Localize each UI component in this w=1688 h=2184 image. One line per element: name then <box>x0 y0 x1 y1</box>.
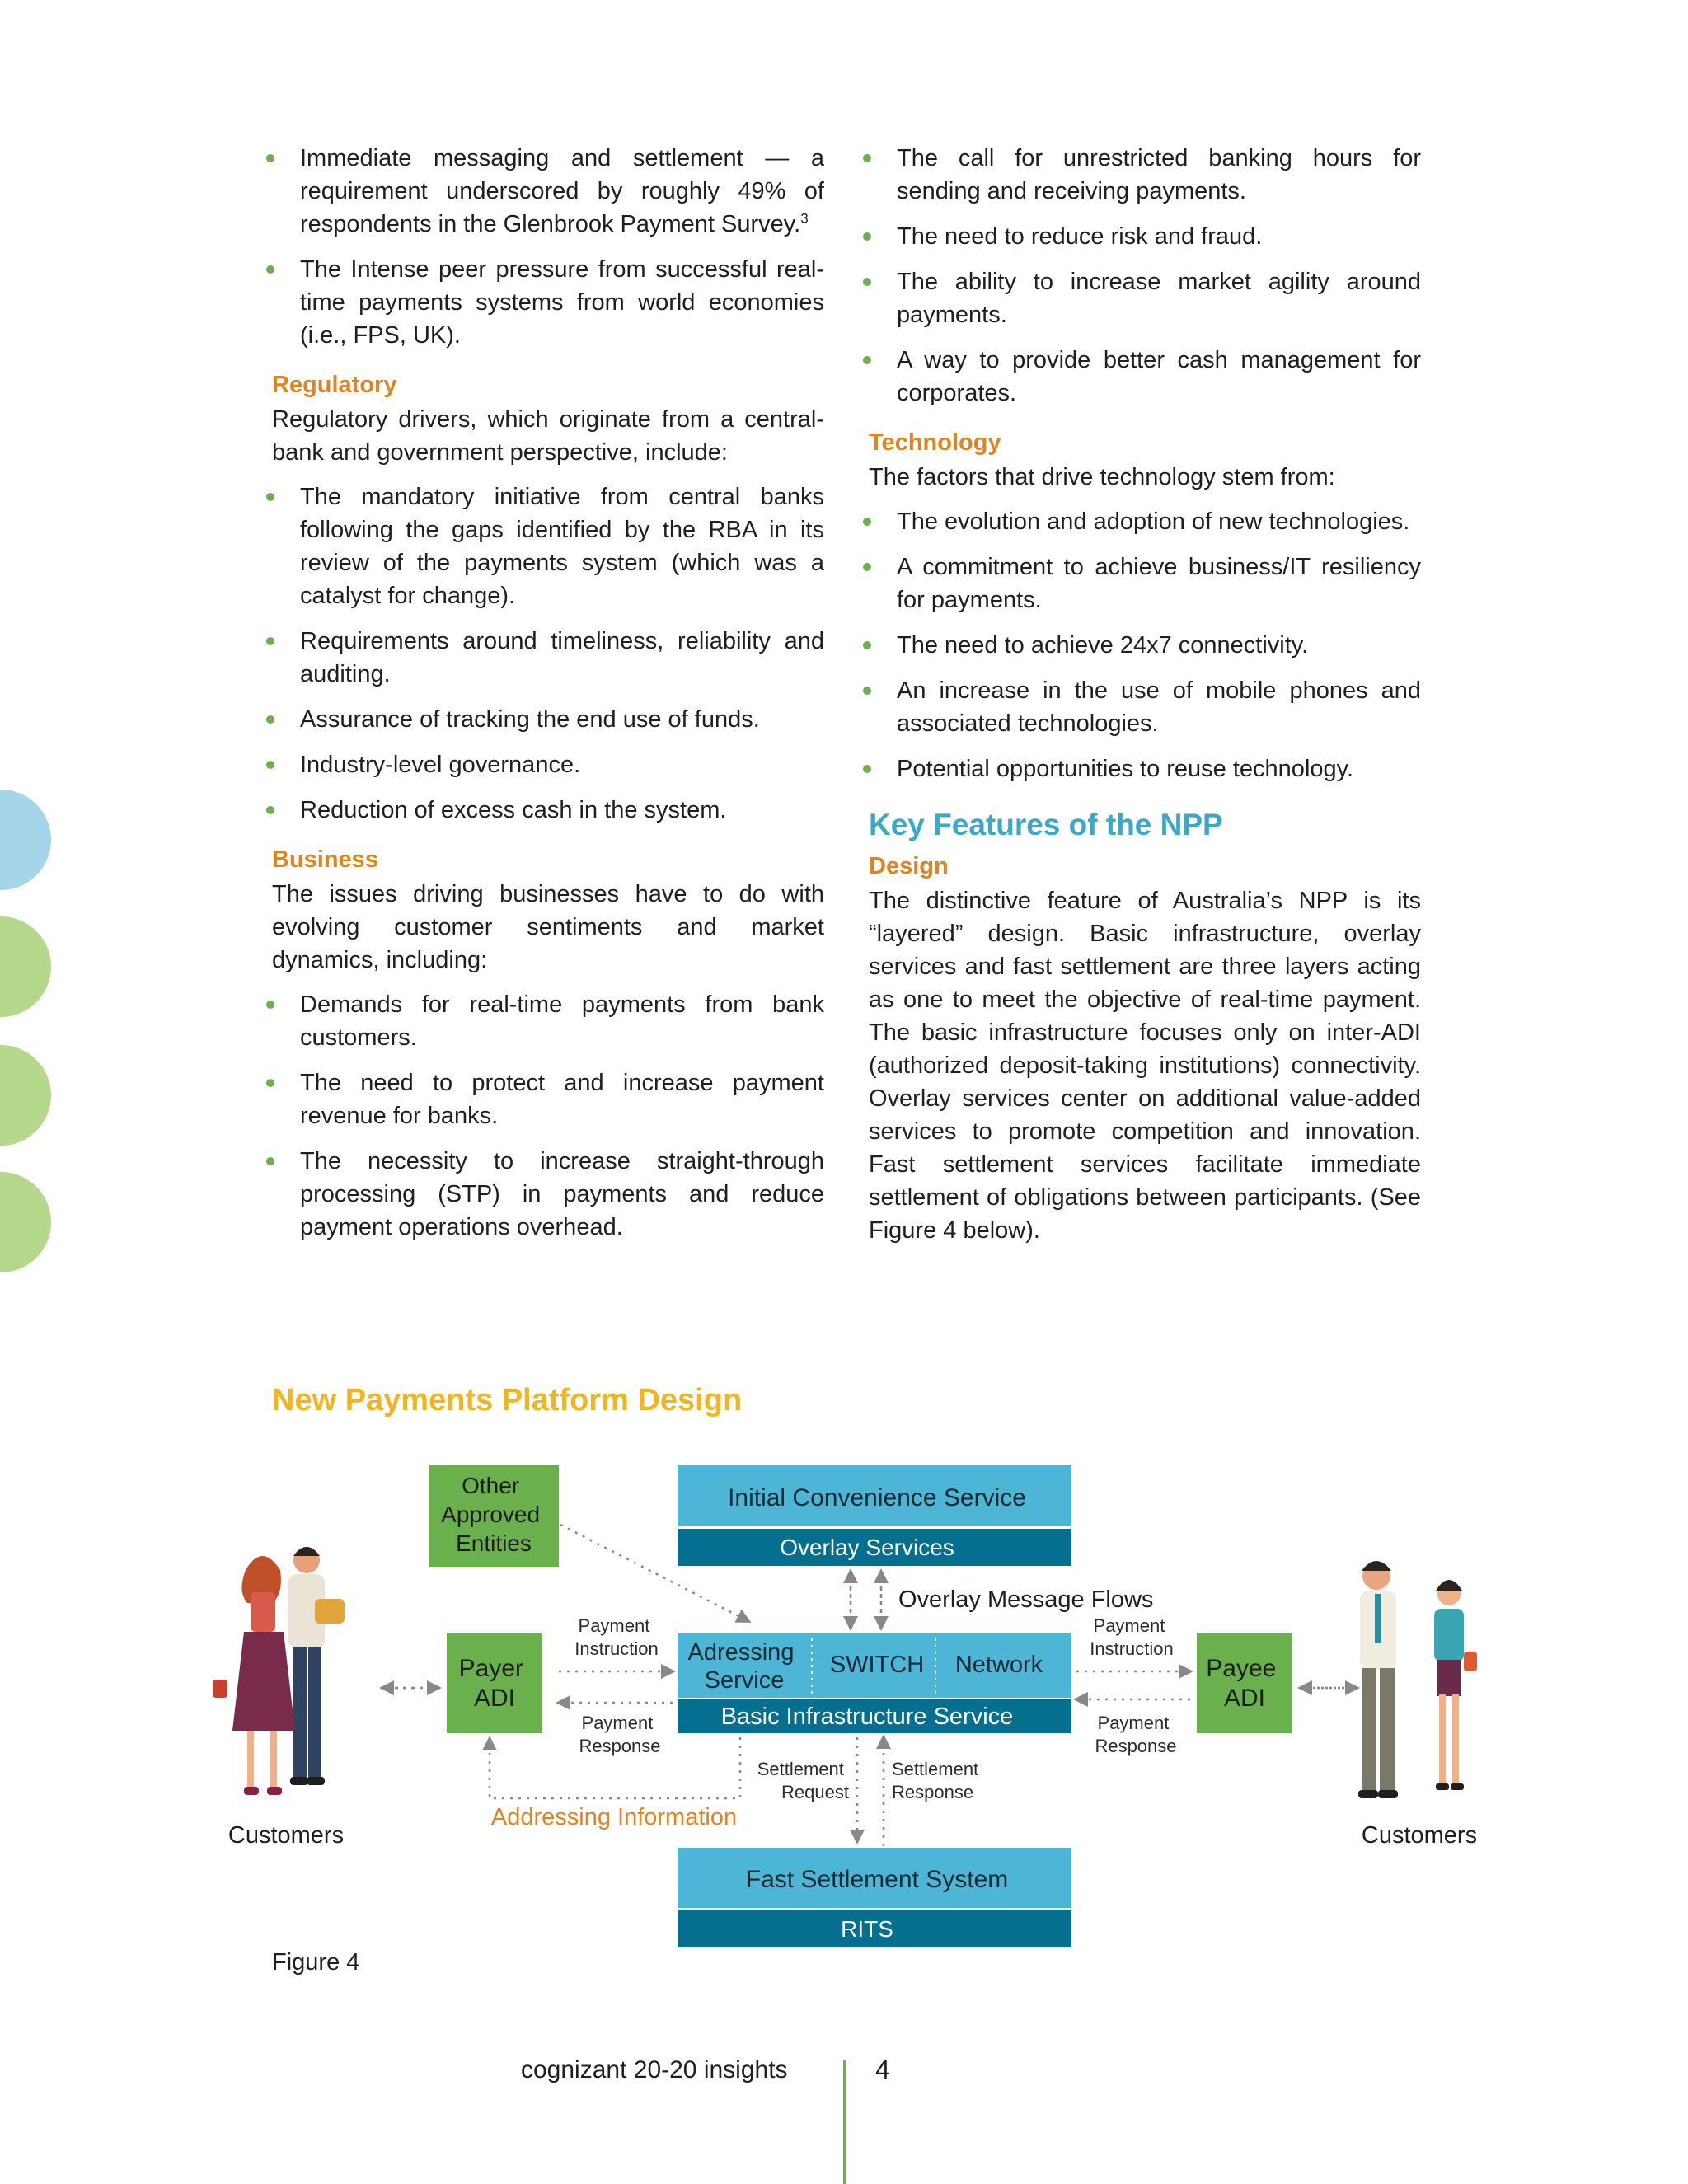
business-intro: The issues driving businesses have to do with evolving customer sentiments and market dynamics, including: <box>272 881 824 973</box>
list-item: The Intense peer pressure from successful real-time payments systems from world economies (i.e., FPS, UK). <box>270 253 824 352</box>
addressing-information-label: Addressing Information <box>490 1804 738 1830</box>
payment-instruction-label-right: Payment Instruction <box>1090 1615 1174 1659</box>
regulatory-intro: Regulatory drivers, which originate from a central-bank and government perspective, include: <box>272 406 824 466</box>
fast-settlement-label: Fast Settlement System <box>745 1866 1009 1893</box>
footer-divider <box>843 2060 846 2184</box>
figure-caption: Figure 4 <box>272 1949 360 1975</box>
list-item: Industry-level governance. <box>270 748 824 781</box>
overlay-flows-label: Overlay Message Flows <box>898 1586 1154 1613</box>
payment-response-label-right: Payment Response <box>1095 1713 1177 1756</box>
rits-label: RITS <box>841 1916 893 1942</box>
switch-label: SWITCH <box>829 1652 925 1678</box>
addressing-service-label: Adressing Service <box>687 1639 795 1694</box>
customers-right-label: Customers <box>1361 1822 1478 1849</box>
overlay-services-label: Overlay Services <box>780 1535 954 1560</box>
customers-left-label: Customers <box>227 1822 345 1849</box>
initial-convenience-label: Initial Convenience Service <box>728 1484 1026 1511</box>
list-item: The need to protect and increase payment revenue for banks. <box>270 1066 824 1132</box>
list-item: The mandatory initiative from central banks following the gaps identified by the RBA in its review of the payments system (which was a catalyst for change). <box>270 480 824 612</box>
list-item: The need to achieve 24x7 connectivity. <box>867 629 1421 662</box>
list-item: A way to provide better cash management for corporates. <box>867 344 1421 410</box>
technology-intro: The factors that drive technology stem from: <box>869 464 1335 490</box>
list-item: Demands for real-time payments from bank customers. <box>270 988 824 1054</box>
payee-adi-box <box>1197 1633 1292 1733</box>
settlement-response-label: Settlement Response <box>892 1759 979 1802</box>
list-item: The ability to increase market agility around payments. <box>867 265 1421 331</box>
footer-brand: cognizant 20-20 insights <box>521 2056 788 2083</box>
figure-title: New Payments Platform Design <box>272 1383 743 1418</box>
list-item: The evolution and adoption of new technologies. <box>867 505 1421 538</box>
payment-instruction-label-left: Payment Instruction <box>574 1615 659 1659</box>
customers-left-illustration <box>213 1547 345 1795</box>
network-label: Network <box>954 1652 1043 1678</box>
list-item: Potential opportunities to reuse technology. <box>867 752 1421 785</box>
footnote-marker: 3 <box>800 210 809 227</box>
design-paragraph: The distinctive feature of Australia’s NPP is its “layered” design. Basic infrastructure, overlay services and fast settlement are three layers acting as one to meet the objective of real-time payment. The basic infrastructure focuses only on inter-ADI (authorized deposit-taking institutions) connectivity. Overlay services center on additional value-added services to promote competition and innovation. Fast settlement services facilitate immediate settlement of obligations between participants. (See Figure 4 below). <box>869 888 1421 1244</box>
payer-adi-box <box>447 1633 542 1733</box>
payer-adi-label: Payer ADI <box>458 1655 524 1712</box>
list-item: The need to reduce risk and fraud. <box>867 220 1421 253</box>
list-item: The necessity to increase straight-through processing (STP) in payments and reduce payment operations overhead. <box>270 1145 824 1244</box>
payment-response-label-left: Payment Response <box>579 1713 661 1756</box>
settlement-request-label: Settlement Request <box>757 1759 849 1802</box>
list-item: A commitment to achieve business/IT resiliency for payments. <box>867 551 1421 616</box>
customers-right-illustration <box>1358 1561 1477 1798</box>
list-item: The call for unrestricted banking hours for sending and receiving payments. <box>867 142 1421 208</box>
design-heading: Design <box>869 853 949 879</box>
other-entities-label: Other Approved Entities <box>441 1473 541 1556</box>
list-item: Immediate messaging and settlement — a requirement underscored by roughly 49% of respondents in the Glenbrook Payment Survey.$^3$ <box>270 142 824 241</box>
list-item: Reduction of excess cash in the system. <box>270 794 824 827</box>
regulatory-heading: Regulatory <box>272 372 397 398</box>
payee-adi-label: Payee ADI <box>1206 1655 1277 1712</box>
basic-infrastructure-label: Basic Infrastructure Service <box>720 1704 1014 1730</box>
business-heading: Business <box>272 846 378 873</box>
key-features-heading: Key Features of the NPP <box>869 808 1223 841</box>
list-item: Assurance of tracking the end use of funds. <box>270 703 824 736</box>
technology-heading: Technology <box>869 429 1001 456</box>
page-number: 4 <box>875 2055 890 2084</box>
list-item: An increase in the use of mobile phones and associated technologies. <box>867 674 1421 740</box>
list-item: Requirements around timeliness, reliability and auditing. <box>270 625 824 691</box>
